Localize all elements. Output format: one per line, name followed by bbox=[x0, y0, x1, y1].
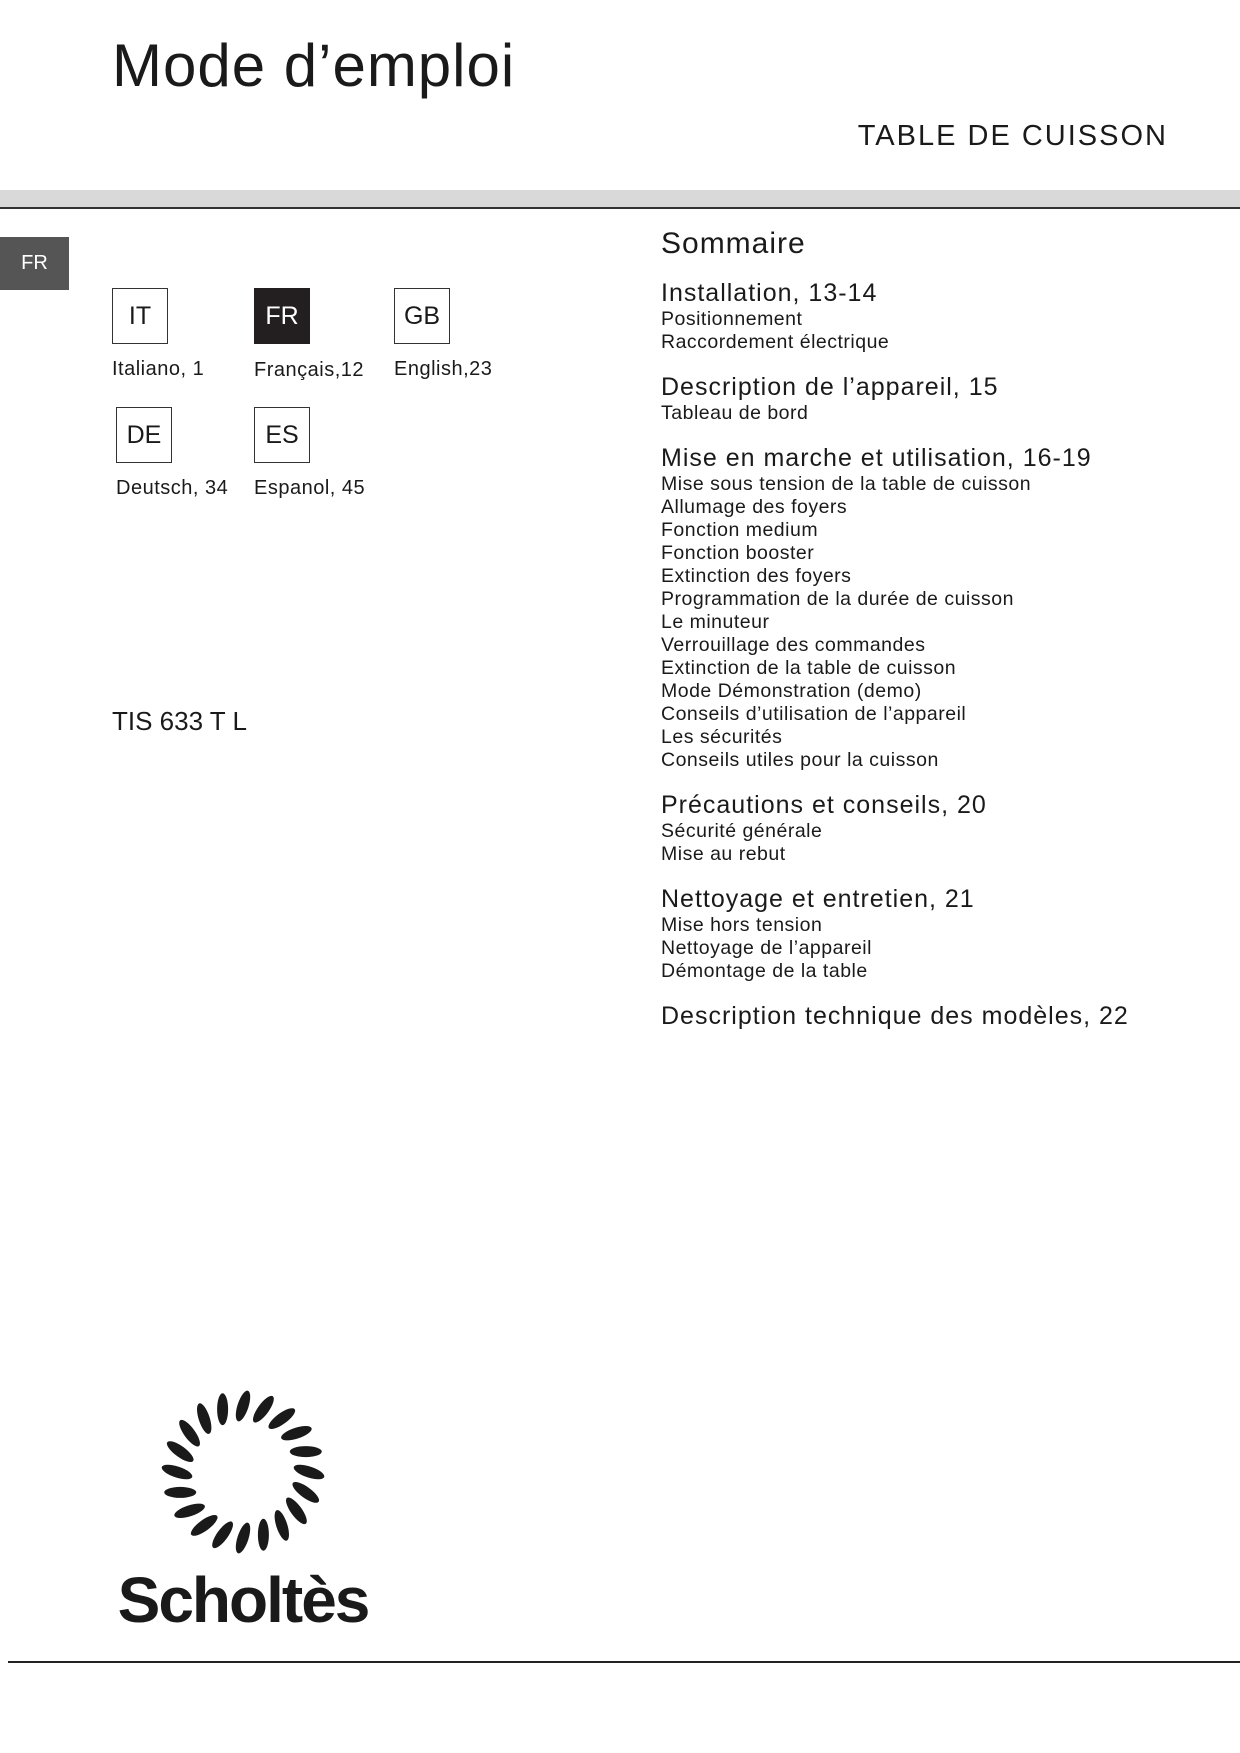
logo-ray bbox=[173, 1501, 207, 1521]
model-number: TIS 633 T L bbox=[112, 706, 247, 736]
toc-item[interactable]: Mise hors tension bbox=[661, 914, 823, 936]
toc-item[interactable]: Conseils utiles pour la cuisson bbox=[661, 749, 939, 771]
language-side-tab: FR bbox=[0, 237, 69, 290]
toc-item[interactable]: Mise sous tension de la table de cuisson bbox=[661, 473, 1032, 495]
logo-ray bbox=[279, 1423, 313, 1443]
sun-burst-icon bbox=[118, 1380, 368, 1630]
brand-wordmark: Scholtès bbox=[118, 1564, 368, 1630]
toc-heading[interactable]: Précautions et conseils, 20 bbox=[661, 791, 987, 819]
logo-ray bbox=[292, 1462, 326, 1482]
page-subtitle: TABLE DE CUISSON bbox=[857, 120, 1168, 152]
logo-ray bbox=[164, 1487, 196, 1498]
toc-item[interactable]: Conseils d’utilisation de l’appareil bbox=[661, 703, 967, 725]
logo-ray bbox=[258, 1519, 269, 1551]
toc-item[interactable]: Allumage des foyers bbox=[661, 496, 848, 518]
lang-item-es[interactable] bbox=[254, 407, 310, 463]
logo-ray bbox=[188, 1512, 220, 1540]
toc-heading[interactable]: Nettoyage et entretien, 21 bbox=[661, 885, 975, 913]
lang-label-de[interactable]: Deutsch, 34 bbox=[116, 477, 229, 499]
toc-item[interactable]: Extinction de la table de cuisson bbox=[661, 657, 957, 679]
toc-item[interactable]: Positionnement bbox=[661, 308, 803, 330]
lang-code-box[interactable]: ES bbox=[254, 407, 310, 463]
toc-item[interactable]: Mise au rebut bbox=[661, 843, 786, 865]
logo-ray bbox=[194, 1402, 214, 1436]
toc-item[interactable]: Sécurité générale bbox=[661, 820, 823, 842]
lang-code-box[interactable]: IT bbox=[112, 288, 168, 344]
toc-section bbox=[661, 1001, 1221, 1031]
toc-item[interactable]: Tableau de bord bbox=[661, 402, 809, 424]
logo-ray bbox=[272, 1508, 292, 1542]
toc-item[interactable]: Verrouillage des commandes bbox=[661, 634, 926, 656]
footer-divider bbox=[8, 1661, 1240, 1663]
toc-item[interactable]: Démontage de la table bbox=[661, 960, 868, 982]
brand-logo bbox=[118, 1380, 368, 1630]
toc-item[interactable]: Le minuteur bbox=[661, 611, 770, 633]
lang-item-it[interactable] bbox=[112, 288, 168, 344]
lang-item-fr[interactable] bbox=[254, 288, 310, 344]
logo-ray bbox=[266, 1405, 298, 1433]
logo-ray bbox=[233, 1521, 253, 1555]
toc-item[interactable]: Fonction booster bbox=[661, 542, 815, 564]
lang-label-es[interactable]: Espanol, 45 bbox=[254, 477, 366, 499]
logo-ray bbox=[176, 1417, 204, 1449]
logo-ray bbox=[233, 1389, 253, 1423]
toc-item[interactable]: Programmation de la durée de cuisson bbox=[661, 588, 1014, 610]
table-of-contents bbox=[661, 226, 1221, 1049]
header-band bbox=[0, 190, 1240, 208]
logo-ray bbox=[283, 1495, 311, 1527]
lang-code-box[interactable]: DE bbox=[116, 407, 172, 463]
lang-code-box-active[interactable]: FR bbox=[254, 288, 310, 344]
lang-item-gb[interactable] bbox=[394, 288, 450, 344]
toc-item[interactable]: Extinction des foyers bbox=[661, 565, 852, 587]
header-divider bbox=[0, 207, 1240, 209]
toc-heading[interactable]: Description de l’appareil, 15 bbox=[661, 373, 999, 401]
toc-section bbox=[661, 790, 1221, 866]
toc-item[interactable]: Mode Démonstration (demo) bbox=[661, 680, 922, 702]
lang-code-box[interactable]: GB bbox=[394, 288, 450, 344]
logo-ray bbox=[217, 1393, 228, 1425]
toc-title: Sommaire bbox=[661, 227, 806, 260]
toc-item[interactable]: Nettoyage de l’appareil bbox=[661, 937, 872, 959]
toc-item[interactable]: Fonction medium bbox=[661, 519, 819, 541]
toc-section bbox=[661, 884, 1221, 983]
toc-section bbox=[661, 372, 1221, 425]
lang-label-it[interactable]: Italiano, 1 bbox=[112, 358, 205, 380]
toc-item[interactable]: Raccordement électrique bbox=[661, 331, 890, 353]
page-title: Mode d’emploi bbox=[112, 32, 516, 99]
toc-heading[interactable]: Description technique des modèles, 22 bbox=[661, 1002, 1129, 1030]
lang-label-fr[interactable]: Français,12 bbox=[254, 359, 364, 381]
lang-item-de[interactable] bbox=[116, 407, 172, 463]
toc-heading[interactable]: Mise en marche et utilisation, 16-19 bbox=[661, 444, 1092, 472]
logo-ray bbox=[160, 1462, 194, 1482]
toc-section bbox=[661, 278, 1221, 354]
logo-ray bbox=[290, 1446, 322, 1457]
toc-section bbox=[661, 443, 1221, 772]
toc-item[interactable]: Les sécurités bbox=[661, 726, 783, 748]
lang-label-gb[interactable]: English,23 bbox=[394, 358, 493, 380]
toc-heading[interactable]: Installation, 13-14 bbox=[661, 279, 878, 307]
